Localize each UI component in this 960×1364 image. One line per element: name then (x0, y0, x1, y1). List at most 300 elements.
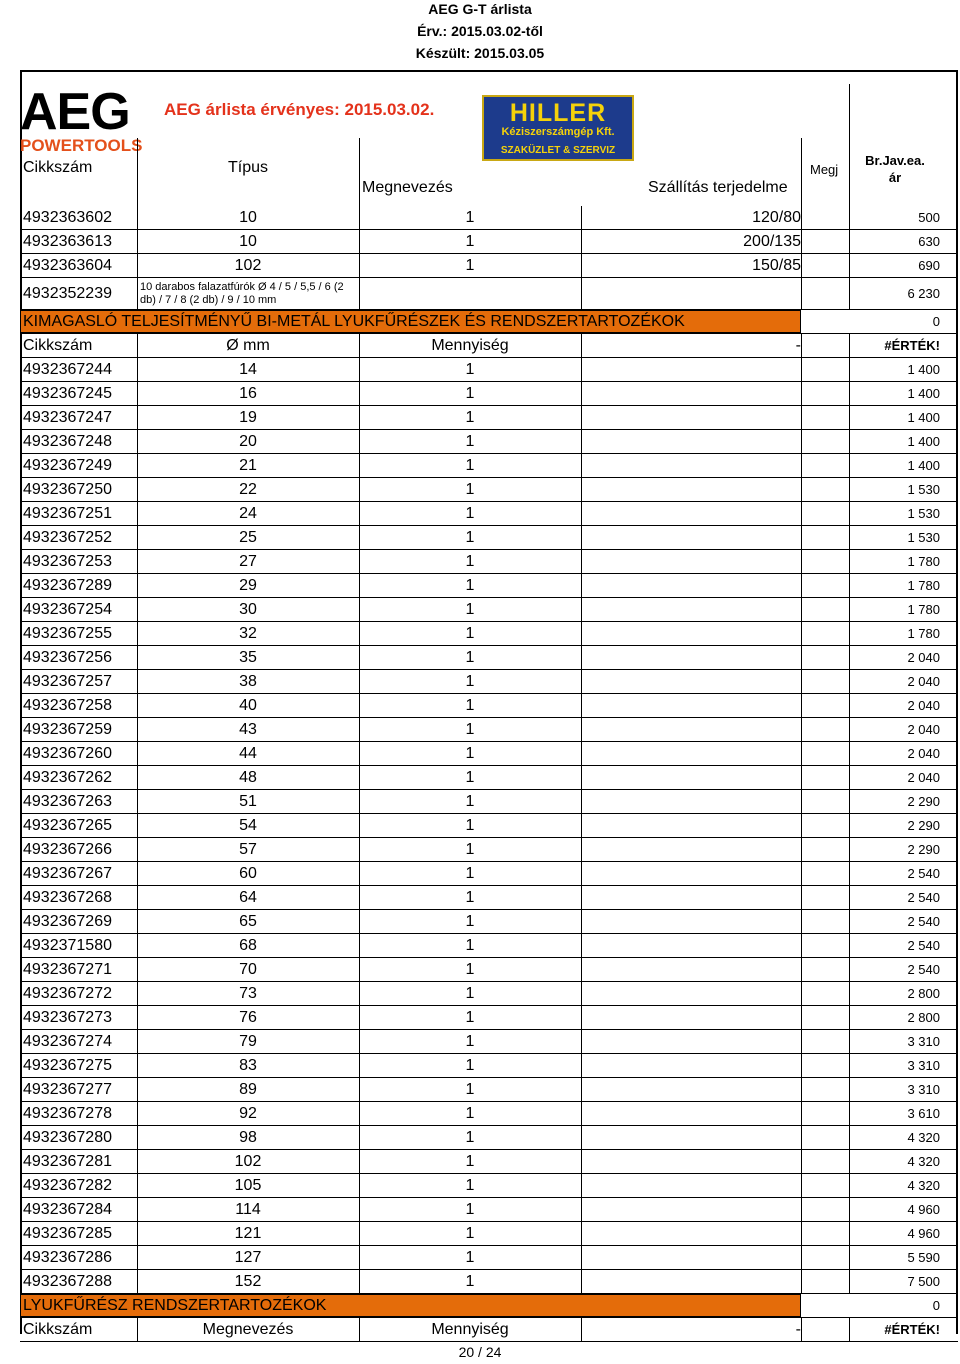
cell-price: 2 540 (907, 914, 940, 929)
cell-price: 1 780 (907, 626, 940, 641)
cell-quantity: 1 (465, 553, 475, 570)
cell-type: 114 (235, 1201, 261, 1218)
cell-divider (801, 1030, 802, 1053)
cell-price: 2 540 (907, 866, 940, 881)
right-edge-grid (940, 206, 958, 1334)
cell-quantity: Mennyiség (431, 337, 509, 354)
cell-divider (849, 934, 850, 957)
cell-divider (849, 790, 850, 813)
cell-type: 92 (239, 1105, 257, 1122)
cell-quantity: 1 (465, 1129, 475, 1146)
cell-price: 4 320 (907, 1154, 940, 1169)
subheader-row (20, 334, 958, 358)
cell-divider (801, 838, 802, 861)
table-row (20, 574, 958, 598)
cell-price: 1 400 (907, 386, 940, 401)
cell-divider (801, 1246, 802, 1269)
cell-divider (581, 814, 582, 837)
cell-divider (581, 1030, 582, 1053)
cell-divider (801, 670, 802, 693)
table-row (20, 454, 958, 478)
cell-divider (801, 478, 802, 501)
cell-type: 20 (239, 433, 257, 450)
cell-type: 29 (239, 577, 257, 594)
cell-type: Megnevezés (202, 1321, 294, 1338)
cell-price: 2 040 (907, 746, 940, 761)
cell-price: 1 400 (907, 458, 940, 473)
table-row (20, 694, 958, 718)
cell-quantity: 1 (465, 505, 475, 522)
cell-divider (581, 1270, 582, 1293)
cell-code: 4932367244 (23, 361, 112, 378)
cell-price: 3 310 (907, 1034, 940, 1049)
cell-type: 14 (239, 361, 257, 378)
cell-type: 38 (239, 673, 257, 690)
cell-quantity: 1 (465, 745, 475, 762)
cell-price: 500 (918, 210, 940, 225)
cell-quantity: 1 (465, 1249, 475, 1266)
cell-divider (801, 1054, 802, 1077)
cell-code: 4932367250 (23, 481, 112, 498)
cell-divider (801, 454, 802, 477)
cell-divider (849, 1270, 850, 1293)
aeg-powertools-logo: POWERTOOLS (20, 136, 143, 155)
page-number: 20 / 24 (458, 1344, 502, 1360)
cell-quantity: 1 (465, 1153, 475, 1170)
cell-divider (801, 646, 802, 669)
cell-divider (801, 910, 802, 933)
cell-code: 4932367289 (23, 577, 112, 594)
cell-code: 4932367255 (23, 625, 112, 642)
cell-shipping: 150/85 (752, 257, 801, 274)
cell-divider (801, 382, 802, 405)
cell-divider (581, 862, 582, 885)
cell-code: 4932367256 (23, 649, 112, 666)
cell-divider (801, 278, 802, 309)
cell-code: 4932367269 (23, 913, 112, 930)
cell-price: 4 960 (907, 1226, 940, 1241)
cell-divider (581, 1198, 582, 1221)
table-row (20, 790, 958, 814)
cell-divider (801, 1126, 802, 1149)
cell-divider (801, 334, 802, 357)
cell-divider (849, 958, 850, 981)
header-band (20, 84, 958, 206)
cell-price: 2 040 (907, 722, 940, 737)
table-row (20, 1078, 958, 1102)
table-row (20, 1006, 958, 1030)
cell-divider (849, 278, 850, 309)
cell-type: 22 (239, 481, 257, 498)
cell-divider (849, 382, 850, 405)
cell-divider (581, 1174, 582, 1197)
cell-price: 1 780 (907, 602, 940, 617)
cell-divider (801, 622, 802, 645)
cell-price: #ÉRTÉK! (884, 338, 940, 353)
table-row (20, 670, 958, 694)
cell-type: 60 (239, 865, 257, 882)
cell-type: 27 (239, 553, 257, 570)
cell-divider (801, 1222, 802, 1245)
cell-divider (581, 910, 582, 933)
cell-quantity: 1 (465, 577, 475, 594)
cell-price: 0 (932, 1298, 940, 1313)
cell-divider (581, 958, 582, 981)
cell-divider (581, 574, 582, 597)
cell-divider (849, 334, 850, 357)
table-row (20, 934, 958, 958)
price-sheet (20, 70, 958, 1338)
cell-code: 4932367262 (23, 769, 112, 786)
cell-divider (801, 206, 802, 229)
cell-price: 7 500 (907, 1274, 940, 1289)
cell-price: 1 400 (907, 410, 940, 425)
cell-divider (849, 478, 850, 501)
cell-price: 2 290 (907, 818, 940, 833)
cell-divider (581, 838, 582, 861)
cell-price: 2 040 (907, 770, 940, 785)
cell-code: Cikkszám (23, 1321, 93, 1338)
cell-divider (801, 1102, 802, 1125)
cell-price: 690 (918, 258, 940, 273)
cell-type: 121 (234, 1225, 262, 1242)
cell-code: 4932367258 (23, 697, 112, 714)
cell-code: 4932367281 (23, 1153, 112, 1170)
cell-price: 2 540 (907, 962, 940, 977)
col-header-type: Típus (228, 159, 269, 176)
cell-divider (849, 766, 850, 789)
cell-code: 4932367275 (23, 1057, 112, 1074)
cell-divider (849, 838, 850, 861)
cell-price: 0 (932, 314, 940, 329)
hiller-logo-service: SZAKÜZLET & SZERVIZ (500, 145, 616, 156)
cell-divider (849, 1174, 850, 1197)
cell-divider (581, 502, 582, 525)
cell-type: 98 (239, 1129, 257, 1146)
table-row (20, 502, 958, 526)
cell-code: 4932367253 (23, 553, 112, 570)
section-header-row (20, 310, 958, 334)
cell-price: 2 800 (907, 986, 940, 1001)
cell-price: 1 780 (907, 578, 940, 593)
table-row (20, 1150, 958, 1174)
cell-code: 4932367267 (23, 865, 112, 882)
cell-type: 19 (239, 409, 257, 426)
cell-type: 30 (239, 601, 257, 618)
cell-quantity: 1 (465, 385, 475, 402)
cell-type: Ø mm (226, 337, 270, 354)
table-row (20, 206, 958, 230)
hiller-logo (482, 95, 634, 161)
table-row (20, 622, 958, 646)
cell-divider (581, 358, 582, 381)
table-row (20, 478, 958, 502)
cell-divider (581, 1150, 582, 1173)
subheader-row (20, 1318, 958, 1342)
cell-divider (581, 598, 582, 621)
cell-code: 4932363602 (23, 209, 112, 226)
cell-price: 2 800 (907, 1010, 940, 1025)
col-header-shipping: Szállítás terjedelme (648, 179, 788, 196)
cell-quantity: 1 (465, 817, 475, 834)
section-title: KIMAGASLÓ TELJESÍTMÉNYŰ BI-METÁL LYUKFŰRÉSZEK ÉS RENDSZERTARTOZÉKOK (23, 313, 685, 330)
cell-divider (849, 814, 850, 837)
cell-code: 4932367274 (23, 1033, 112, 1050)
cell-type: 43 (239, 721, 257, 738)
cell-divider (581, 886, 582, 909)
cell-price: #ÉRTÉK! (884, 1322, 940, 1337)
cell-price: 3 610 (907, 1106, 940, 1121)
col-header-name: Megnevezés (362, 179, 453, 196)
cell-price: 1 530 (907, 482, 940, 497)
cell-divider (137, 278, 138, 309)
cell-code: 4932367249 (23, 457, 112, 474)
cell-divider (581, 1006, 582, 1029)
cell-quantity: Mennyiség (431, 1321, 509, 1338)
cell-type: 57 (239, 841, 257, 858)
cell-divider (849, 526, 850, 549)
cell-divider (801, 254, 802, 277)
cell-divider (801, 430, 802, 453)
cell-type: 32 (239, 625, 257, 642)
table-row (20, 766, 958, 790)
table-row (20, 1054, 958, 1078)
cell-quantity: 1 (465, 409, 475, 426)
header-divider (849, 84, 850, 206)
cell-code: 4932367254 (23, 601, 112, 618)
cell-type: 21 (239, 457, 257, 474)
cell-divider (849, 1054, 850, 1077)
cell-price: 2 540 (907, 890, 940, 905)
cell-divider (801, 958, 802, 981)
cell-divider (581, 1054, 582, 1077)
cell-price: 1 400 (907, 362, 940, 377)
cell-shipping: 200/135 (743, 233, 801, 250)
cell-quantity: 1 (465, 601, 475, 618)
cell-code: 4932367278 (23, 1105, 112, 1122)
table-row (20, 406, 958, 430)
cell-type: 25 (239, 529, 257, 546)
cell-type: 102 (234, 1153, 262, 1170)
table-row (20, 814, 958, 838)
cell-code: 4932367265 (23, 817, 112, 834)
col-header-price-unit: ár (888, 170, 902, 185)
cell-quantity: 1 (465, 1225, 475, 1242)
cell-divider (849, 742, 850, 765)
cell-code: 4932367252 (23, 529, 112, 546)
cell-divider (581, 1102, 582, 1125)
hiller-logo-name: HILLER (509, 99, 607, 127)
cell-code: 4932363604 (23, 257, 112, 274)
cell-divider (581, 742, 582, 765)
cell-quantity: 1 (465, 697, 475, 714)
cell-divider (801, 526, 802, 549)
cell-divider (849, 430, 850, 453)
cell-divider (801, 694, 802, 717)
cell-divider (581, 766, 582, 789)
cell-type: 54 (239, 817, 257, 834)
cell-type: 40 (239, 697, 257, 714)
cell-divider (801, 574, 802, 597)
cell-quantity: 1 (465, 649, 475, 666)
cell-divider (849, 454, 850, 477)
cell-type: 127 (234, 1249, 262, 1266)
cell-divider (801, 982, 802, 1005)
cell-type: 79 (239, 1033, 257, 1050)
cell-code: 4932367251 (23, 505, 112, 522)
cell-quantity: 1 (465, 1273, 475, 1290)
cell-code: Cikkszám (23, 337, 93, 354)
cell-price: 3 310 (907, 1082, 940, 1097)
cell-code: 4932367277 (23, 1081, 112, 1098)
cell-code: 4932367288 (23, 1273, 112, 1290)
cell-price: 630 (918, 234, 940, 249)
cell-type: 48 (239, 769, 257, 786)
cell-code: 4932367266 (23, 841, 112, 858)
cell-code: 4932367282 (23, 1177, 112, 1194)
cell-divider (801, 502, 802, 525)
col-header-code: Cikkszám (23, 159, 93, 176)
table-row (20, 230, 958, 254)
col-header-note: Megj (810, 162, 839, 177)
cell-code: 4932367268 (23, 889, 112, 906)
cell-divider (581, 550, 582, 573)
cell-quantity: 1 (465, 361, 475, 378)
col-header-price: Br.Jav.ea. (865, 153, 925, 168)
cell-divider (801, 1174, 802, 1197)
table-row (20, 598, 958, 622)
cell-divider (849, 1126, 850, 1149)
cell-quantity: 1 (465, 1009, 475, 1026)
table-row (20, 526, 958, 550)
cell-divider (849, 1222, 850, 1245)
cell-code: 4932367245 (23, 385, 112, 402)
page-header-created: Készült: 2015.03.05 (415, 45, 545, 61)
cell-quantity: 1 (465, 1201, 475, 1218)
table-row (20, 358, 958, 382)
cell-divider (849, 254, 850, 277)
cell-quantity: 1 (465, 985, 475, 1002)
cell-code: 4932352239 (23, 285, 112, 302)
cell-divider (849, 502, 850, 525)
cell-price: 1 530 (907, 506, 940, 521)
table-row (20, 382, 958, 406)
cell-code: 4932367280 (23, 1129, 112, 1146)
cell-divider (801, 1198, 802, 1221)
cell-code: 4932367271 (23, 961, 112, 978)
cell-divider (849, 670, 850, 693)
cell-divider (801, 358, 802, 381)
cell-code: 4932363613 (23, 233, 112, 250)
cell-price: 6 230 (907, 286, 940, 301)
cell-divider (801, 1150, 802, 1173)
cell-price: 1 780 (907, 554, 940, 569)
cell-divider (849, 206, 850, 229)
cell-divider (849, 230, 850, 253)
table-row (20, 1102, 958, 1126)
aeg-logo: AEG (20, 83, 130, 141)
cell-type: 65 (239, 913, 257, 930)
cell-quantity: 1 (465, 1081, 475, 1098)
cell-type: 44 (239, 745, 257, 762)
cell-price: 3 310 (907, 1058, 940, 1073)
cell-quantity: 1 (465, 913, 475, 930)
cell-shipping: 120/80 (752, 209, 801, 226)
cell-quantity: 1 (465, 529, 475, 546)
cell-code: 4932367247 (23, 409, 112, 426)
table-row (20, 1030, 958, 1054)
cell-divider (581, 694, 582, 717)
cell-code: 4932367285 (23, 1225, 112, 1242)
cell-divider (801, 718, 802, 741)
cell-type: 76 (239, 1009, 257, 1026)
cell-code: 4932367257 (23, 673, 112, 690)
cell-divider (849, 622, 850, 645)
cell-type: 105 (234, 1177, 262, 1194)
table-row (20, 838, 958, 862)
cell-divider (581, 934, 582, 957)
cell-divider (801, 1270, 802, 1293)
table-row (20, 430, 958, 454)
section-title: LYUKFŰRÉSZ RENDSZERTARTOZÉKOK (23, 1297, 327, 1314)
cell-price: 1 400 (907, 434, 940, 449)
cell-divider (801, 1078, 802, 1101)
cell-divider (581, 1222, 582, 1245)
table-row (20, 910, 958, 934)
cell-divider (849, 358, 850, 381)
cell-price: 2 290 (907, 794, 940, 809)
cell-divider (849, 1318, 850, 1341)
cell-quantity: 1 (465, 209, 475, 226)
cell-type: 70 (239, 961, 257, 978)
cell-divider (581, 478, 582, 501)
cell-divider (801, 230, 802, 253)
cell-type: 102 (234, 257, 262, 274)
cell-divider (849, 550, 850, 573)
table-row (20, 958, 958, 982)
cell-divider (849, 1102, 850, 1125)
cell-divider (849, 1078, 850, 1101)
cell-type: 68 (239, 937, 257, 954)
cell-type: 152 (234, 1273, 262, 1290)
cell-code: 4932367286 (23, 1249, 112, 1266)
cell-divider (801, 886, 802, 909)
cell-divider (581, 382, 582, 405)
cell-quantity: 1 (465, 841, 475, 858)
cell-divider (801, 862, 802, 885)
cell-divider (801, 742, 802, 765)
cell-quantity: 1 (465, 625, 475, 642)
cell-divider (581, 526, 582, 549)
cell-divider (581, 1246, 582, 1269)
cell-type: 16 (239, 385, 257, 402)
cell-type: 64 (239, 889, 257, 906)
table-row (20, 1174, 958, 1198)
cell-quantity: 1 (465, 721, 475, 738)
page-header-title: AEG G-T árlista (428, 1, 532, 17)
cell-divider (849, 718, 850, 741)
cell-description: 10 darabos falazatfúrók Ø 4 / 5 / 5,5 / 6 (2 db) / 7 / 8 (2 db) / 9 / 10 mm (140, 281, 344, 306)
cell-quantity: 1 (465, 769, 475, 786)
cell-quantity: 1 (465, 257, 475, 274)
cell-price: 4 320 (907, 1178, 940, 1193)
table-row (20, 1270, 958, 1294)
cell-price: 1 530 (907, 530, 940, 545)
cell-type: 35 (239, 649, 257, 666)
cell-divider (581, 670, 582, 693)
cell-divider (801, 814, 802, 837)
table-row (20, 646, 958, 670)
